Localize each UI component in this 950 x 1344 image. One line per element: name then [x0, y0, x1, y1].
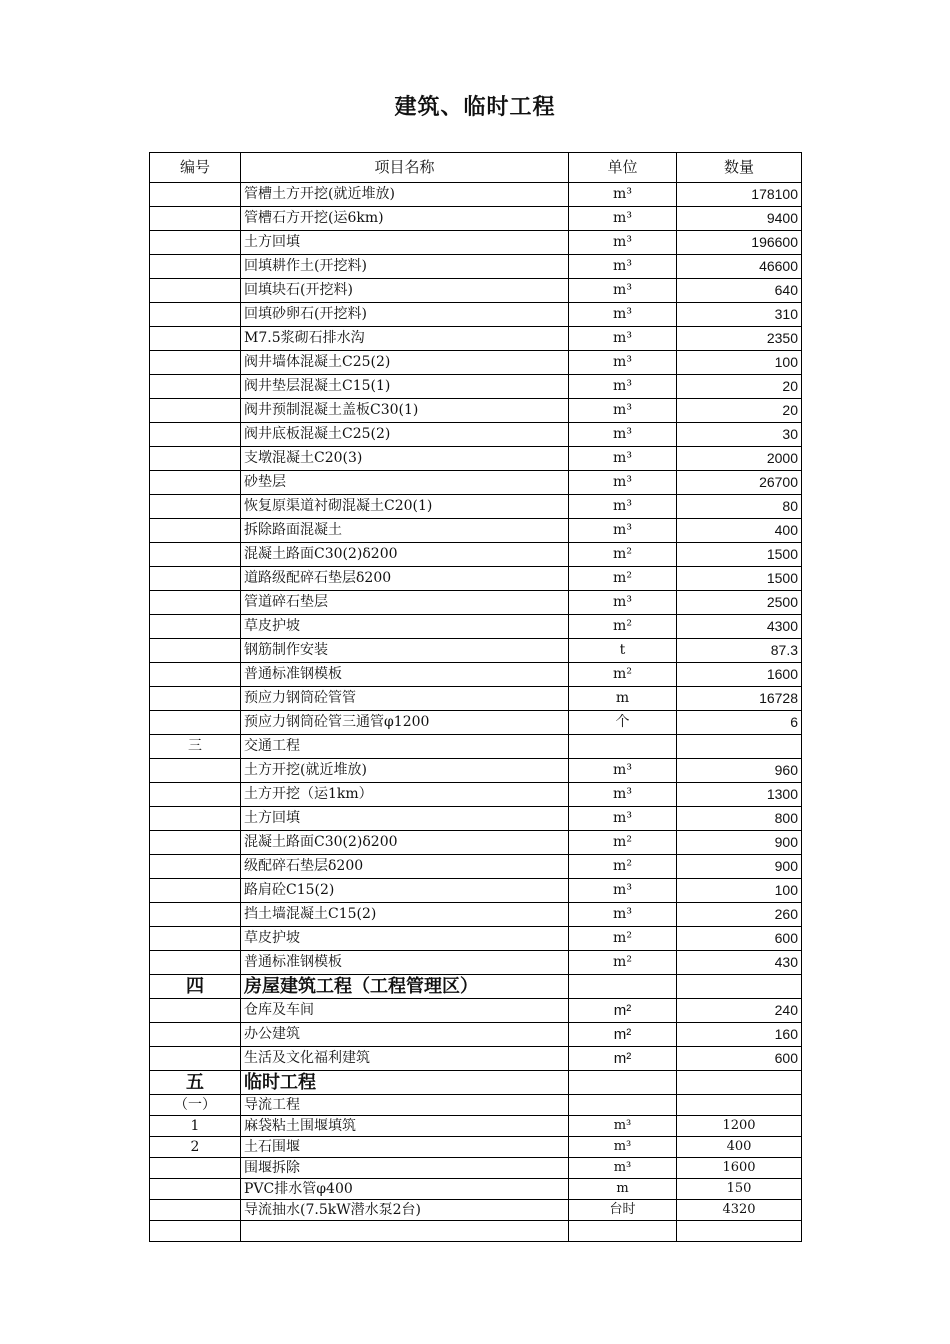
cell-qty: 2500 — [677, 591, 802, 615]
header-unit: 单位 — [569, 153, 677, 183]
cell-unit: t — [569, 639, 677, 663]
cell-no: 五 — [150, 1071, 241, 1095]
cell-qty: 46600 — [677, 255, 802, 279]
cell-no — [150, 567, 241, 591]
cell-no — [150, 495, 241, 519]
table-row — [150, 519, 802, 543]
cell-no — [150, 855, 241, 879]
cell-qty — [677, 1071, 802, 1095]
table-row — [150, 591, 802, 615]
cell-no — [150, 1023, 241, 1047]
cell-name: 回填耕作土(开挖料) — [241, 255, 569, 279]
table-row — [150, 1071, 802, 1095]
table-row — [150, 615, 802, 639]
cell-name: 土方开挖(就近堆放) — [241, 759, 569, 783]
cell-no — [150, 351, 241, 375]
cell-name: 道路级配碎石垫层δ200 — [241, 567, 569, 591]
table-row — [150, 351, 802, 375]
cell-name: 土方开挖（运1km） — [241, 783, 569, 807]
table-row — [150, 855, 802, 879]
cell-name: 麻袋粘土围堰填筑 — [241, 1116, 569, 1137]
table-row — [150, 495, 802, 519]
table-row — [150, 543, 802, 567]
cell-qty: 400 — [677, 1137, 802, 1158]
cell-name: 管槽土方开挖(就近堆放) — [241, 183, 569, 207]
table-row — [150, 759, 802, 783]
cell-name: 草皮护坡 — [241, 927, 569, 951]
cell-unit: m — [569, 1179, 677, 1200]
cell-unit: m³ — [569, 375, 677, 399]
cell-no: 2 — [150, 1137, 241, 1158]
table-row — [150, 903, 802, 927]
cell-no — [150, 1200, 241, 1221]
table-row — [150, 1023, 802, 1047]
cell-name: 钢筋制作安装 — [241, 639, 569, 663]
cell-unit: m³ — [569, 303, 677, 327]
cell-no — [150, 783, 241, 807]
cell-name: 普通标准钢模板 — [241, 663, 569, 687]
cell-name: 交通工程 — [241, 735, 569, 759]
cell-qty: 178100 — [677, 183, 802, 207]
table-row — [150, 975, 802, 999]
table-row — [150, 639, 802, 663]
page-title: 建筑、临时工程 — [394, 95, 556, 120]
table-row — [150, 783, 802, 807]
cell-unit: m² — [569, 1023, 677, 1047]
table-row — [150, 1179, 802, 1200]
cell-no — [150, 327, 241, 351]
cell-no — [150, 615, 241, 639]
cell-no — [150, 519, 241, 543]
cell-qty: 1600 — [677, 1158, 802, 1179]
cell-qty: 640 — [677, 279, 802, 303]
cell-unit: m³ — [569, 879, 677, 903]
cell-no — [150, 927, 241, 951]
table-header-row — [150, 153, 802, 183]
table-row — [150, 951, 802, 975]
table-row — [150, 1200, 802, 1221]
cell-unit: m³ — [569, 495, 677, 519]
cell-no — [150, 1179, 241, 1200]
cell-name: 混凝土路面C30(2)δ200 — [241, 543, 569, 567]
cell-name: 预应力钢筒砼管三通管φ1200 — [241, 711, 569, 735]
cell-no — [150, 591, 241, 615]
cell-unit: m³ — [569, 183, 677, 207]
cell-no — [150, 423, 241, 447]
cell-unit: m² — [569, 543, 677, 567]
cell-no: 四 — [150, 975, 241, 999]
cell-qty: 20 — [677, 375, 802, 399]
cell-qty: 160 — [677, 1023, 802, 1047]
cell-qty — [677, 975, 802, 999]
cell-no — [150, 1158, 241, 1179]
cell-unit: m³ — [569, 903, 677, 927]
cell-unit: m³ — [569, 783, 677, 807]
cell-unit: m³ — [569, 591, 677, 615]
cell-no — [150, 207, 241, 231]
cell-qty: 430 — [677, 951, 802, 975]
cell-no — [150, 399, 241, 423]
cell-unit: m² — [569, 951, 677, 975]
cell-name: 普通标准钢模板 — [241, 951, 569, 975]
cell-qty: 80 — [677, 495, 802, 519]
cell-name: 阀井墙体混凝土C25(2) — [241, 351, 569, 375]
cell-qty: 9400 — [677, 207, 802, 231]
cell-no: 三 — [150, 735, 241, 759]
table-row — [150, 663, 802, 687]
cell-name: 生活及文化福利建筑 — [241, 1047, 569, 1071]
cell-name: 支墩混凝土C20(3) — [241, 447, 569, 471]
cell-unit: m³ — [569, 807, 677, 831]
cell-qty: 1500 — [677, 567, 802, 591]
table-row — [150, 999, 802, 1023]
cell-name: 办公建筑 — [241, 1023, 569, 1047]
cell-unit: m² — [569, 855, 677, 879]
cell-unit: m³ — [569, 279, 677, 303]
cell-no — [150, 903, 241, 927]
cell-unit — [569, 975, 677, 999]
cell-qty: 20 — [677, 399, 802, 423]
cell-qty: 310 — [677, 303, 802, 327]
table-row — [150, 423, 802, 447]
cell-no — [150, 543, 241, 567]
cell-name: 阀井底板混凝土C25(2) — [241, 423, 569, 447]
cell-no — [150, 639, 241, 663]
cell-unit: m² — [569, 615, 677, 639]
cell-name: 混凝土路面C30(2)δ200 — [241, 831, 569, 855]
cell-no — [150, 759, 241, 783]
cell-no — [150, 447, 241, 471]
cell-qty: 1500 — [677, 543, 802, 567]
cell-unit: m² — [569, 999, 677, 1023]
cell-unit: m² — [569, 831, 677, 855]
cell-unit: m³ — [569, 1137, 677, 1158]
table-row — [150, 231, 802, 255]
table-row — [150, 255, 802, 279]
cell-name: 阀井预制混凝土盖板C30(1) — [241, 399, 569, 423]
cell-name: 草皮护坡 — [241, 615, 569, 639]
table-row — [150, 303, 802, 327]
cell-no: （一） — [150, 1095, 241, 1116]
cell-unit: m³ — [569, 327, 677, 351]
table-row — [150, 279, 802, 303]
cell-qty: 196600 — [677, 231, 802, 255]
cell-qty: 240 — [677, 999, 802, 1023]
cell-name: 土石围堰 — [241, 1137, 569, 1158]
cell-name: 房屋建筑工程（工程管理区） — [241, 975, 569, 999]
cell-qty — [677, 735, 802, 759]
table-row — [150, 1116, 802, 1137]
table-row — [150, 927, 802, 951]
cell-qty: 260 — [677, 903, 802, 927]
cell-unit — [569, 1095, 677, 1116]
cell-qty: 800 — [677, 807, 802, 831]
cell-name: 管槽石方开挖(运6km) — [241, 207, 569, 231]
cell-unit — [569, 1071, 677, 1095]
cell-qty: 4300 — [677, 615, 802, 639]
cell-unit: m³ — [569, 399, 677, 423]
header-no: 编号 — [150, 153, 241, 183]
cell-name: 临时工程 — [241, 1071, 569, 1095]
cell-no — [150, 231, 241, 255]
cell-unit: 个 — [569, 711, 677, 735]
cell-no — [150, 279, 241, 303]
cell-name: 土方回填 — [241, 231, 569, 255]
cell-unit: m — [569, 687, 677, 711]
cell-name: 回填块石(开挖料) — [241, 279, 569, 303]
cell-unit: m² — [569, 1047, 677, 1071]
cell-qty: 1600 — [677, 663, 802, 687]
cell-unit — [569, 1221, 677, 1242]
cell-unit: m² — [569, 663, 677, 687]
cell-unit: m³ — [569, 519, 677, 543]
cell-unit: m³ — [569, 1158, 677, 1179]
cell-name: 阀井垫层混凝土C15(1) — [241, 375, 569, 399]
cell-qty: 1200 — [677, 1116, 802, 1137]
cell-name: 管道碎石垫层 — [241, 591, 569, 615]
table-row — [150, 879, 802, 903]
cell-qty: 100 — [677, 351, 802, 375]
cell-qty — [677, 1095, 802, 1116]
cell-unit: m³ — [569, 759, 677, 783]
cell-qty: 16728 — [677, 687, 802, 711]
table-row — [150, 375, 802, 399]
cell-no — [150, 687, 241, 711]
cell-no — [150, 1047, 241, 1071]
cell-qty: 2350 — [677, 327, 802, 351]
cell-qty: 2000 — [677, 447, 802, 471]
cell-no — [150, 255, 241, 279]
cell-name: 回填砂卵石(开挖料) — [241, 303, 569, 327]
table-row — [150, 1221, 802, 1242]
cell-qty: 400 — [677, 519, 802, 543]
cell-name: PVC排水管φ400 — [241, 1179, 569, 1200]
cell-name: 砂垫层 — [241, 471, 569, 495]
table-row — [150, 447, 802, 471]
cell-no — [150, 879, 241, 903]
cell-name: 拆除路面混凝土 — [241, 519, 569, 543]
cell-unit: m³ — [569, 231, 677, 255]
table-row — [150, 1095, 802, 1116]
header-name: 项目名称 — [241, 153, 569, 183]
cell-no — [150, 951, 241, 975]
quantities-table — [149, 152, 802, 1242]
cell-no — [150, 831, 241, 855]
cell-no — [150, 999, 241, 1023]
cell-unit: m³ — [569, 423, 677, 447]
cell-name: 仓库及车间 — [241, 999, 569, 1023]
cell-qty: 600 — [677, 927, 802, 951]
cell-name: 恢复原渠道衬砌混凝土C20(1) — [241, 495, 569, 519]
table-row — [150, 183, 802, 207]
table-row — [150, 471, 802, 495]
header-qty: 数量 — [677, 153, 802, 183]
cell-no: 1 — [150, 1116, 241, 1137]
cell-name: 土方回填 — [241, 807, 569, 831]
table-row — [150, 831, 802, 855]
table-row — [150, 567, 802, 591]
cell-qty: 150 — [677, 1179, 802, 1200]
cell-unit — [569, 735, 677, 759]
table-row — [150, 735, 802, 759]
table-row — [150, 399, 802, 423]
cell-unit: m³ — [569, 351, 677, 375]
table-row — [150, 1047, 802, 1071]
cell-qty: 26700 — [677, 471, 802, 495]
cell-unit: m² — [569, 567, 677, 591]
cell-unit: m² — [569, 927, 677, 951]
cell-unit: m³ — [569, 447, 677, 471]
cell-qty: 6 — [677, 711, 802, 735]
cell-name: M7.5浆砌石排水沟 — [241, 327, 569, 351]
cell-qty: 960 — [677, 759, 802, 783]
cell-no — [150, 807, 241, 831]
cell-qty — [677, 1221, 802, 1242]
cell-qty: 900 — [677, 831, 802, 855]
cell-qty: 30 — [677, 423, 802, 447]
cell-name: 围堰拆除 — [241, 1158, 569, 1179]
table-row — [150, 687, 802, 711]
cell-qty: 4320 — [677, 1200, 802, 1221]
cell-name: 路肩砼C15(2) — [241, 879, 569, 903]
table-row — [150, 207, 802, 231]
cell-unit: m³ — [569, 471, 677, 495]
cell-unit: m³ — [569, 255, 677, 279]
cell-name: 导流抽水(7.5kW潜水泵2台) — [241, 1200, 569, 1221]
cell-name — [241, 1221, 569, 1242]
cell-qty: 900 — [677, 855, 802, 879]
cell-unit: m³ — [569, 1116, 677, 1137]
cell-no — [150, 471, 241, 495]
cell-name: 导流工程 — [241, 1095, 569, 1116]
cell-name: 级配碎石垫层δ200 — [241, 855, 569, 879]
cell-qty: 1300 — [677, 783, 802, 807]
cell-name: 预应力钢筒砼管管 — [241, 687, 569, 711]
cell-qty: 100 — [677, 879, 802, 903]
cell-unit: m³ — [569, 207, 677, 231]
table-row — [150, 1137, 802, 1158]
table-row — [150, 327, 802, 351]
cell-no — [150, 1221, 241, 1242]
cell-unit: 台时 — [569, 1200, 677, 1221]
cell-no — [150, 183, 241, 207]
cell-no — [150, 303, 241, 327]
cell-no — [150, 375, 241, 399]
cell-no — [150, 663, 241, 687]
cell-qty: 87.3 — [677, 639, 802, 663]
cell-qty: 600 — [677, 1047, 802, 1071]
table-row — [150, 711, 802, 735]
cell-name: 挡土墙混凝土C15(2) — [241, 903, 569, 927]
table-row — [150, 807, 802, 831]
table-row — [150, 1158, 802, 1179]
cell-no — [150, 711, 241, 735]
